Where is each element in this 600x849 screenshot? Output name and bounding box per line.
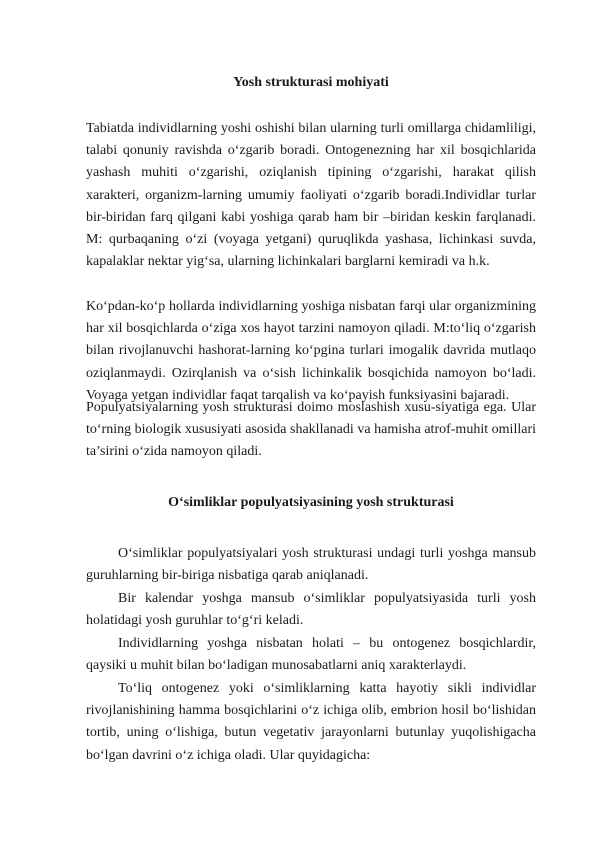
paragraph-full-ontogenesis: To‘liq ontogenez yoki o‘simliklarning katta hayotiy sikli individlar rivojlanishining hamma bosqichlarini o‘z ichiga olib, embrion hosil bo‘lishidan tortib, uning o‘lishiga, butun vegetativ jarayonlarni butunlay yuqolishigacha bo‘lgan davrini o‘z ichiga oladi. Ular quyidagicha: <box>86 681 536 763</box>
paragraph-ontogenesis-stages: Individlarning yoshga nisbatan holati – bu ontogenez bosqichlardir, qaysiki u muhit bilan bo‘ladigan munosabatlarni aniq xarakterlaydi. <box>86 636 536 674</box>
page-title: Yosh strukturasi mohiyati <box>233 75 389 90</box>
section-title: O‘simliklar populyatsiyasining yosh strukturasi <box>168 495 454 510</box>
paragraph-life-stages: Ko‘pdan-ko‘p hollarda individlarning yoshiga nisbatan farqi ular organizmining har xil bosqichlarda o‘ziga xos hayot tarzini namoyon qiladi. M:to‘liq o‘zgarish bilan rivojlanuvchi hashorat-larning ko‘pgina turlari imogalik davrida mutlaqo oziqlanmaydi. Ozirqlanish va o‘sish lichinkalik bosqichida namoyon bo‘ladi. Voyaga yetgan individlar faqat tarqalish va ko‘payish funksiyasini bajaradi. <box>86 299 536 403</box>
paragraph-plant-age-structure: O‘simliklar populyatsiyalari yosh strukturasi undagi turli yoshga mansub guruhlarning bir-biriga nisbatiga qarab aniqlanadi. <box>86 546 536 584</box>
paragraph-population-adaptation: Populyatsiyalarning yosh strukturasi doimo moslashish xusu-siyatiga ega. Ular to‘rning biologik xususiyati asosida shakllanadi va hamisha atrof-muhit omillari ta’sirini o‘zida namoyon qiladi. <box>86 400 536 460</box>
paragraph-age-differences: Tabiatda individlarning yoshi oshishi bilan ularning turli omillarga chidamliligi, talabi qonuniy ravishda o‘zgarib boradi. Ontogenezning har xil bosqichlarida yashash muhiti o‘zgarishi, oziqlanish tipining o‘zgarishi, harakat qilish xarakteri, organizm-larning umumiy faoliyati o‘zgarib boradi.Individlar turlar bir-biridan farq qilgani kabi yoshiga qarab ham bir –biridan keskin farqlanadi. M: qurbaqaning o‘zi (voyaga yetgani) quruqlikda yashasa, lichinkasi suvda, kapalaklar nektar yig‘sa, ularning lichinkalari barglarni kemiradi va h.k. <box>86 121 536 270</box>
paragraph-calendar-age: Bir kalendar yoshga mansub o‘simliklar populyatsiyasida turli yosh holatidagi yosh guruhlar to‘g‘ri keladi. <box>86 591 536 629</box>
